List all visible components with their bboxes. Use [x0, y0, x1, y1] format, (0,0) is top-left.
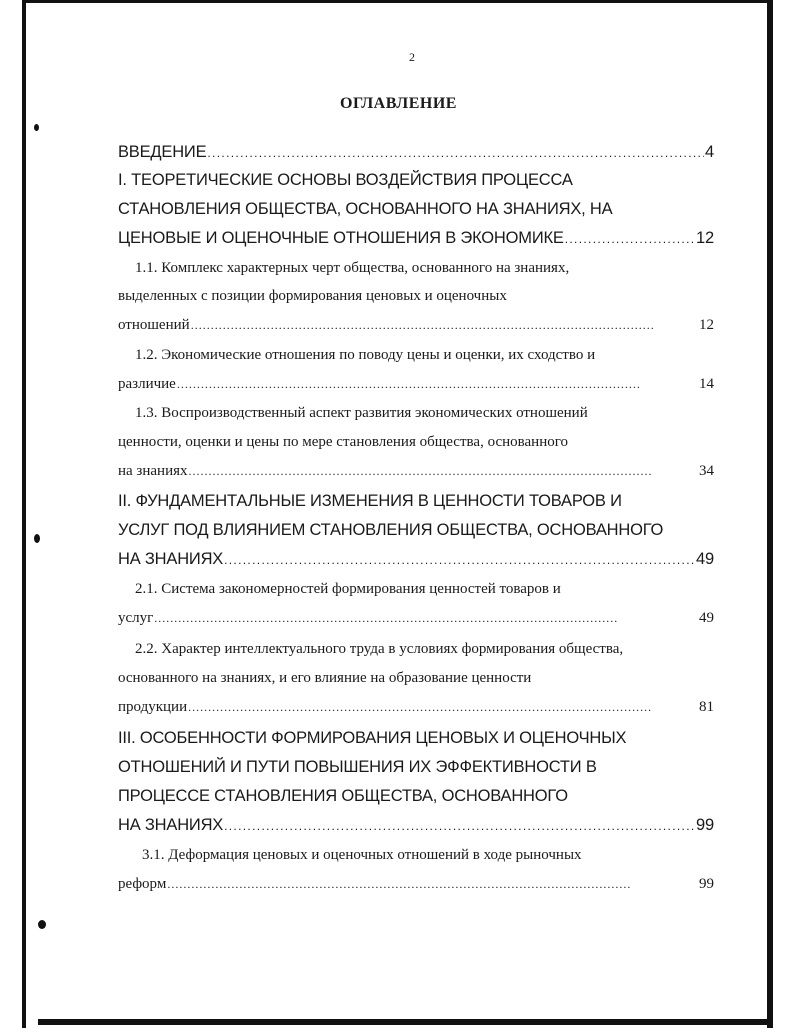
- dot-leader: [154, 610, 698, 627]
- toc-entry-1-2-line: 1.2. Экономические отношения по поводу цены и оценки, их сходство и: [135, 347, 596, 363]
- toc-entry-text: продукции: [118, 699, 188, 715]
- toc-entry-text: на знаниях: [118, 463, 188, 479]
- toc-entry-chapter-2[interactable]: [118, 550, 714, 569]
- toc-entry-3-1[interactable]: [118, 876, 714, 893]
- toc-entry-chapter-1-line: СТАНОВЛЕНИЯ ОБЩЕСТВА, ОСНОВАННОГО НА ЗНАНИЯХ, НА: [118, 200, 613, 218]
- toc-entry-chapter-1-line: I. ТЕОРЕТИЧЕСКИЕ ОСНОВЫ ВОЗДЕЙСТВИЯ ПРОЦЕССА: [118, 171, 573, 189]
- scan-speck: [38, 920, 46, 929]
- dot-leader: [188, 699, 698, 716]
- toc-entry-text: ЦЕНОВЫЕ И ОЦЕНОЧНЫЕ ОТНОШЕНИЯ В ЭКОНОМИКЕ: [118, 229, 564, 247]
- toc-entry-text: реформ: [118, 876, 167, 892]
- dot-leader: [224, 550, 695, 569]
- toc-entry-chapter-3-line: III. ОСОБЕННОСТИ ФОРМИРОВАНИЯ ЦЕНОВЫХ И ОЦЕНОЧНЫХ: [118, 729, 627, 747]
- dot-leader: [224, 816, 695, 835]
- dot-leader: [189, 463, 699, 480]
- toc-entry-chapter-2-line: УСЛУГ ПОД ВЛИЯНИЕМ СТАНОВЛЕНИЯ ОБЩЕСТВА, ОСНОВАННОГО: [118, 521, 664, 539]
- dot-leader: [167, 876, 698, 893]
- toc-entry-intro[interactable]: [118, 143, 714, 162]
- toc-entry-3-1-line: 3.1. Деформация ценовых и оценочных отношений в ходе рыночных: [142, 847, 582, 863]
- scan-speck: [34, 124, 39, 131]
- toc-entry-text: НА ЗНАНИЯХ: [118, 816, 224, 834]
- dot-leader: [177, 376, 698, 393]
- toc-page-number: 81: [699, 699, 714, 715]
- toc-page-number: 4: [705, 143, 714, 161]
- toc-entry-text: НА ЗНАНИЯХ: [118, 550, 224, 568]
- toc-page-number: 49: [696, 550, 714, 568]
- scan-border-top: [22, 0, 772, 3]
- scan-speck: [34, 534, 40, 543]
- toc-page-number: 12: [699, 317, 714, 333]
- toc-page-number: 49: [699, 610, 714, 626]
- toc-entry-chapter-1[interactable]: [118, 229, 714, 248]
- toc-entry-1-3-line: ценности, оценки и цены по мере становления общества, основанного: [118, 434, 568, 450]
- page-title: ОГЛАВЛЕНИЕ: [340, 95, 457, 112]
- scan-border-right: [767, 0, 773, 1028]
- toc-page-number: 12: [696, 229, 714, 247]
- toc-entry-1-2[interactable]: [118, 376, 714, 393]
- toc-entry-1-3[interactable]: [118, 463, 714, 480]
- toc-entry-2-2[interactable]: [118, 699, 714, 716]
- toc-entry-chapter-3-line: ПРОЦЕССЕ СТАНОВЛЕНИЯ ОБЩЕСТВА, ОСНОВАННОГО: [118, 787, 568, 805]
- dot-leader: [191, 317, 698, 334]
- dot-leader: [565, 229, 695, 248]
- toc-entry-text: различие: [118, 376, 176, 392]
- toc-entry-chapter-3[interactable]: [118, 816, 714, 835]
- toc-entry-text: отношений: [118, 317, 190, 333]
- page-number: 2: [409, 50, 415, 64]
- toc-entry-2-2-line: 2.2. Характер интеллектуального труда в условиях формирования общества,: [135, 641, 624, 657]
- toc-page-number: 14: [699, 376, 714, 392]
- toc-entry-text: ВВЕДЕНИЕ: [118, 143, 207, 161]
- toc-page-number: 99: [699, 876, 714, 892]
- scan-border-left: [22, 0, 26, 1028]
- toc-entry-chapter-2-line: II. ФУНДАМЕНТАЛЬНЫЕ ИЗМЕНЕНИЯ В ЦЕННОСТИ ТОВАРОВ И: [118, 492, 622, 510]
- toc-entry-2-2-line: основанного на знаниях, и его влияние на образование ценности: [118, 670, 532, 686]
- toc-page-number: 99: [696, 816, 714, 834]
- toc-entry-1-1-line: 1.1. Комплекс характерных черт общества, основанного на знаниях,: [135, 260, 570, 276]
- toc-entry-1-3-line: 1.3. Воспроизводственный аспект развития экономических отношений: [135, 405, 588, 421]
- scan-border-bottom: [38, 1019, 773, 1025]
- toc-entry-2-1[interactable]: [118, 610, 714, 627]
- toc-entry-1-1-line: выделенных с позиции формирования ценовых и оценочных: [118, 288, 507, 304]
- toc-page-number: 34: [699, 463, 714, 479]
- toc-entry-text: услуг: [118, 610, 154, 626]
- toc-entry-2-1-line: 2.1. Система закономерностей формирования ценностей товаров и: [135, 581, 561, 597]
- toc-entry-chapter-3-line: ОТНОШЕНИЙ И ПУТИ ПОВЫШЕНИЯ ИХ ЭФФЕКТИВНОСТИ В: [118, 758, 597, 776]
- dot-leader: [207, 143, 704, 162]
- toc-entry-1-1[interactable]: [118, 317, 714, 334]
